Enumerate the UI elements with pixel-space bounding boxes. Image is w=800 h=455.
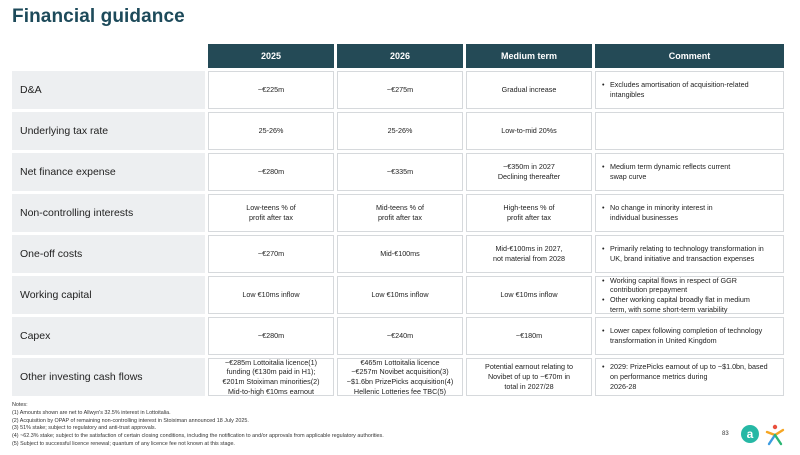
cell-medium-term-line: Declining thereafter: [497, 172, 561, 181]
cell-comment: [595, 194, 784, 232]
comment-bullet: [602, 276, 737, 286]
footnotes: [12, 402, 384, 449]
cell-2025-line: ~€280m: [257, 167, 285, 177]
cell-medium-term-line: High-teens % of: [503, 203, 555, 213]
cell-comment: [595, 358, 784, 396]
cell-2026-line: profit after tax: [378, 213, 422, 222]
row-label: D&A: [12, 71, 205, 109]
cell-medium-term-line: total in 2027/28: [504, 381, 554, 391]
comment-text: Medium term dynamic reflects current: [610, 162, 731, 172]
cell-2026-line: Mid-€100ms: [380, 249, 420, 259]
cell-medium-term: [466, 235, 592, 273]
cell-2026: [337, 317, 463, 355]
comment-continuation: [602, 336, 717, 346]
cell-2025-line: profit after tax: [249, 213, 293, 222]
comment-text: Other working capital broadly flat in medium: [610, 295, 750, 304]
cell-2025-line: ~€270m: [257, 249, 285, 259]
cell-medium-term: [466, 153, 592, 191]
comment-text: swap curve: [610, 172, 647, 181]
comment-bullet: [602, 362, 768, 372]
page-number: 83: [722, 431, 729, 437]
bullet-icon: •: [602, 362, 605, 372]
bullet-icon: •: [602, 275, 605, 285]
comment-continuation: [602, 254, 754, 264]
row-label: Underlying tax rate: [12, 112, 205, 150]
cell-2025-line: €201m Stoiximan minorities(2): [222, 377, 320, 386]
cell-2025: [208, 194, 334, 232]
bullet-icon: •: [602, 326, 605, 336]
cell-2025: [208, 153, 334, 191]
cell-medium-term-line: Mid-€100ms in 2027,: [495, 244, 563, 254]
cell-2026-line: ~$1.6bn PrizePicks acquisition(4): [346, 377, 454, 386]
comment-bullet: [602, 80, 749, 90]
cell-comment: [595, 112, 784, 150]
comment-text: transformation in United Kingdom: [610, 336, 717, 345]
cell-2025-line: Mid-to-high €10ms earnout: [228, 386, 314, 396]
cell-medium-term-line: profit after tax: [507, 213, 551, 222]
cell-2025: [208, 317, 334, 355]
bullet-icon: •: [602, 80, 605, 90]
comment-continuation: [602, 90, 644, 100]
footnote: (5) Subject to successful licence renewal; quantum of any licence fee not known at this stage.: [12, 441, 235, 448]
comment-text: No change in minority interest in: [610, 203, 713, 213]
cell-medium-term: [466, 194, 592, 232]
cell-2026: [337, 235, 463, 273]
bullet-icon: •: [602, 203, 605, 213]
comment-text: intangibles: [610, 90, 645, 99]
cell-2026: [337, 71, 463, 109]
comment-bullet: [602, 326, 762, 336]
cell-2025-line: ~€285m Lottoitalia licence(1): [224, 357, 318, 367]
footnote: (3) 51% stake; subject to regulatory and anti-trust approvals.: [12, 425, 157, 432]
cell-comment: [595, 153, 784, 191]
comment-continuation: [602, 305, 727, 315]
cell-2026: [337, 276, 463, 314]
comment-bullet: [602, 162, 730, 172]
cell-2025-line: ~€225m: [257, 85, 285, 95]
cell-medium-term-line: Low-to-mid 20%s: [501, 126, 557, 136]
cell-medium-term-line: Gradual increase: [501, 85, 557, 95]
cell-medium-term-line: ~€180m: [515, 331, 543, 341]
page-title: Financial guidance: [12, 6, 185, 27]
comment-text: term, with some short-term variability: [610, 304, 728, 314]
cell-2025: [208, 358, 334, 396]
cell-2026: [337, 358, 463, 396]
cell-medium-term-line: Potential earnout relating to: [485, 362, 573, 372]
footnote: (4) ~62.3% stake; subject to the satisfaction of certain closing conditions, including the notification to and/or approvals from applicable regulatory authorities.: [12, 433, 384, 440]
cell-2025-line: Low €10ms inflow: [242, 290, 300, 300]
cell-2026-line: ~€257m Novibet acquisition(3): [351, 367, 449, 377]
bullet-icon: •: [602, 244, 605, 254]
cell-2026-line: €465m Lottoitalia licence: [360, 357, 440, 367]
footnote: (2) Acquisition by OPAP of remaining non-controlling interest in Stoiximan announced 18 July 2025.: [12, 417, 249, 424]
comment-text: 2029: PrizePicks earnout of up to ~$1.0bn, based: [610, 362, 768, 372]
cell-2025-line: 25-26%: [258, 126, 284, 136]
header-2025: 2025: [208, 44, 334, 68]
cell-medium-term: [466, 71, 592, 109]
footnote: (1) Amounts shown are net to Allwyn's 32.5% interest in Lottoitalia.: [12, 409, 171, 416]
comment-text: 2026-28: [610, 381, 637, 391]
cell-comment: [595, 71, 784, 109]
comment-bullet: [602, 244, 764, 254]
cell-medium-term-line: Low €10ms inflow: [500, 290, 558, 300]
cell-2025: [208, 71, 334, 109]
cell-medium-term: [466, 276, 592, 314]
cell-medium-term-line: Novibet of up to ~€70m in: [487, 372, 571, 382]
row-label: Working capital: [12, 276, 205, 314]
cell-medium-term: [466, 112, 592, 150]
cell-comment: [595, 276, 784, 314]
row-label: Non-controlling interests: [12, 194, 205, 232]
comment-text: Primarily relating to technology transformation in: [610, 244, 764, 254]
cell-medium-term-line: ~€350m in 2027: [503, 162, 555, 172]
guidance-table: [12, 44, 784, 396]
comment-text: contribution prepayment: [610, 285, 688, 295]
comment-continuation: [602, 172, 646, 182]
cell-comment: [595, 235, 784, 273]
comment-bullet: [602, 295, 750, 305]
cell-comment: [595, 317, 784, 355]
comment-continuation: [602, 372, 707, 382]
comment-continuation: [602, 382, 636, 392]
cell-2025-line: funding (€130m paid in H1);: [226, 367, 316, 377]
cell-2026-line: Hellenic Lotteries fee TBC(5): [353, 386, 447, 396]
cell-2026-line: Low €10ms inflow: [371, 290, 429, 300]
comment-text: UK, brand initiative and transaction expenses: [610, 254, 755, 263]
cell-2025: [208, 235, 334, 273]
star-figure-logo-icon: [764, 424, 786, 446]
header-2026: 2026: [337, 44, 463, 68]
cell-medium-term: [466, 317, 592, 355]
cell-2026-line: ~€275m: [386, 85, 414, 95]
header-blank: [12, 44, 205, 68]
comment-text: on performance metrics during: [610, 372, 708, 382]
comment-bullet: [602, 203, 713, 213]
cell-2025: [208, 112, 334, 150]
cell-2025-line: Low-teens % of: [246, 203, 296, 213]
cell-2026-line: Mid-teens % of: [376, 203, 424, 213]
cell-2025-line: ~€280m: [257, 331, 285, 341]
cell-2026: [337, 112, 463, 150]
header-comment: Comment: [595, 44, 784, 68]
allwyn-logo-icon: a: [741, 425, 759, 443]
cell-2026: [337, 194, 463, 232]
notes-heading: Notes:: [12, 402, 28, 408]
comment-text: individual businesses: [610, 213, 678, 222]
cell-medium-term-line: not material from 2028: [493, 254, 565, 263]
header-medium-term: Medium term: [466, 44, 592, 68]
comment-text: Lower capex following completion of technology: [610, 326, 763, 336]
cell-2026-line: ~€240m: [386, 331, 414, 341]
row-label: Other investing cash flows: [12, 358, 205, 396]
comment-text: Working capital flows in respect of GGR: [610, 275, 737, 285]
cell-2026: [337, 153, 463, 191]
cell-2026-line: 25-26%: [387, 126, 413, 136]
bullet-icon: •: [602, 295, 605, 304]
row-label: One-off costs: [12, 235, 205, 273]
bullet-icon: •: [602, 162, 605, 172]
comment-continuation: [602, 285, 687, 295]
cell-2026-line: ~€335m: [386, 167, 414, 177]
cell-2025: [208, 276, 334, 314]
row-label: Net finance expense: [12, 153, 205, 191]
comment-text: Excludes amortisation of acquisition-related: [610, 80, 749, 90]
row-label: Capex: [12, 317, 205, 355]
cell-medium-term: [466, 358, 592, 396]
comment-continuation: [602, 213, 678, 223]
